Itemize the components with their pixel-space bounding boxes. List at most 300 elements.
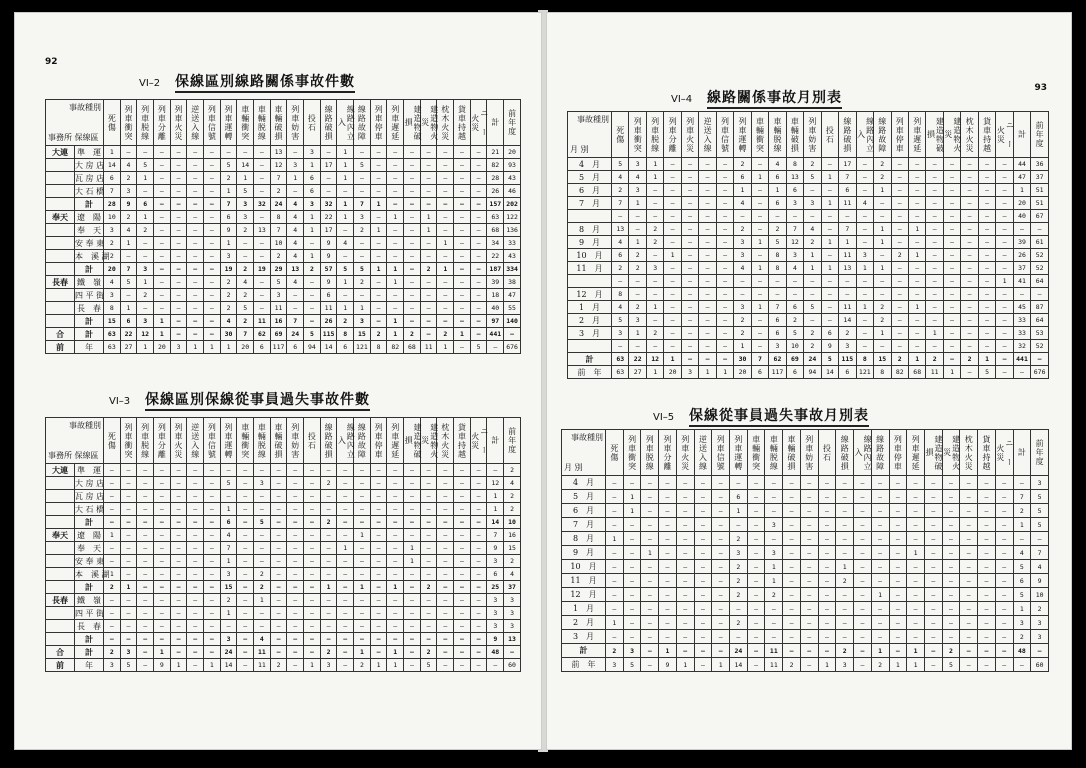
table-cell: —: [170, 276, 187, 289]
table-cell: 6: [220, 516, 237, 529]
table-cell: 5: [623, 658, 641, 672]
table-cell: 6: [320, 289, 337, 302]
table-cell: —: [120, 490, 137, 503]
table-cell: —: [943, 223, 960, 236]
column-header-label: 線路內立入: [854, 434, 873, 471]
table-cell: —: [420, 289, 437, 302]
table-cell: —: [641, 532, 659, 546]
table-cell: —: [420, 146, 437, 159]
table-row: [46, 237, 521, 250]
table-row: [46, 464, 521, 477]
table-code: VI–5: [653, 412, 675, 423]
table-row: [46, 568, 521, 581]
table-cell: 3: [804, 197, 821, 210]
table-cell: —: [304, 315, 321, 328]
table-cell: 11: [765, 658, 783, 672]
table-cell: —: [783, 560, 801, 574]
table-cell: —: [404, 263, 421, 276]
table-cell: —: [420, 594, 437, 607]
table-cell: —: [926, 314, 943, 327]
column-header-label: 列車信號: [720, 116, 730, 153]
table-cell: 3: [856, 249, 873, 262]
table-cell: 1: [623, 504, 641, 518]
table-cell: —: [836, 504, 854, 518]
table-cell: —: [978, 518, 996, 532]
table-cell: —: [370, 315, 387, 328]
table-cell: 6: [769, 327, 786, 340]
table-cell: 157: [487, 198, 504, 211]
table-cell: —: [454, 224, 471, 237]
table-cell: 1: [629, 236, 646, 249]
table-cell: —: [387, 250, 404, 263]
column-header: [437, 418, 454, 464]
table-cell: —: [404, 646, 421, 659]
table-cell: —: [891, 288, 908, 301]
table-cell: —: [254, 464, 271, 477]
table-cell: —: [237, 633, 254, 646]
table-cell: 5: [612, 314, 629, 327]
table-cell: —: [287, 516, 304, 529]
table-cell: 3: [170, 341, 187, 354]
table-cell: —: [800, 644, 818, 658]
row-label: 瓦 房 店: [75, 173, 105, 183]
table-cell: —: [765, 532, 783, 546]
table-cell: —: [646, 275, 663, 288]
table-cell: —: [942, 518, 960, 532]
table-corner-header: [562, 430, 606, 476]
table-cell: —: [629, 288, 646, 301]
table-cell: —: [699, 288, 716, 301]
table-cell: —: [889, 476, 907, 490]
table-cell: —: [254, 289, 271, 302]
table-cell: 19: [254, 263, 271, 276]
column-header-label: 枕木火災: [964, 434, 974, 471]
table-cell: —: [237, 477, 254, 490]
table-cell: —: [854, 588, 872, 602]
table-row: [562, 616, 1049, 630]
table-cell: —: [924, 602, 942, 616]
table-cell: —: [187, 211, 204, 224]
table-vi-4: [567, 111, 1049, 379]
table-cell: 1: [304, 224, 321, 237]
table-cell: 2: [734, 314, 751, 327]
table-cell: —: [856, 158, 873, 171]
table-cell: —: [800, 504, 818, 518]
table-cell: 2: [769, 223, 786, 236]
table-cell: 1: [659, 644, 677, 658]
table-cell: —: [270, 620, 287, 633]
table-cell: —: [751, 223, 768, 236]
row-label: 準 運: [75, 146, 104, 159]
table-cell: 1: [120, 581, 137, 594]
table-cell: —: [839, 275, 856, 288]
section-label: [46, 607, 75, 620]
table-cell: —: [800, 546, 818, 560]
column-header-label: 線路破損: [324, 422, 334, 459]
table-cell: 33: [1013, 314, 1030, 327]
table-cell: —: [995, 616, 1013, 630]
table-cell: 3: [734, 249, 751, 262]
table-cell: —: [370, 172, 387, 185]
table-cell: —: [337, 659, 354, 672]
table-cell: —: [270, 529, 287, 542]
table-cell: —: [304, 646, 321, 659]
table-cell: —: [237, 503, 254, 516]
table-cell: —: [751, 340, 768, 353]
table-cell: 2: [270, 185, 287, 198]
table-cell: —: [387, 146, 404, 159]
table-cell: —: [287, 646, 304, 659]
table-cell: —: [387, 159, 404, 172]
table-title-vi-3: [109, 389, 370, 409]
table-cell: —: [924, 658, 942, 672]
table-row: [46, 315, 521, 328]
table-cell: —: [996, 301, 1013, 314]
table-cell: —: [961, 184, 978, 197]
table-cell: —: [420, 633, 437, 646]
table-cell: —: [889, 518, 907, 532]
row-label: 計: [75, 315, 104, 328]
table-cell: 2: [504, 503, 521, 516]
table-cell: —: [978, 602, 996, 616]
table-cell: —: [137, 503, 154, 516]
table-cell: —: [270, 542, 287, 555]
table-cell: 1: [137, 276, 154, 289]
table-cell: —: [437, 464, 454, 477]
table-cell: 29: [270, 263, 287, 276]
table-cell: —: [995, 476, 1013, 490]
column-header: [204, 100, 221, 146]
table-cell: —: [470, 516, 487, 529]
table-cell: 2: [804, 236, 821, 249]
table-cell: —: [943, 314, 960, 327]
table-cell: 3: [629, 158, 646, 171]
table-cell: 46: [504, 185, 521, 198]
table-cell: —: [629, 275, 646, 288]
table-cell: —: [154, 594, 171, 607]
table-row: [46, 581, 521, 594]
table-cell: —: [204, 263, 221, 276]
column-header-label: 列車脱線: [140, 104, 150, 141]
table-cell: 1: [120, 302, 137, 315]
table-cell: —: [120, 516, 137, 529]
table-cell: —: [891, 236, 908, 249]
table-cell: —: [454, 594, 471, 607]
table-cell: —: [854, 616, 872, 630]
table-cell: —: [716, 210, 733, 223]
table-cell: —: [623, 630, 641, 644]
table-cell: 4: [804, 223, 821, 236]
table-cell: 5: [1013, 560, 1031, 574]
table-cell: —: [187, 315, 204, 328]
table-cell: 4: [287, 276, 304, 289]
table-cell: 12: [487, 477, 504, 490]
table-cell: 20: [1013, 197, 1030, 210]
table-cell: 1: [320, 581, 337, 594]
section-label: [46, 581, 75, 594]
table-cell: —: [783, 630, 801, 644]
table-cell: —: [712, 644, 730, 658]
table-row: [562, 630, 1049, 644]
table-cell: —: [891, 262, 908, 275]
table-cell: —: [889, 504, 907, 518]
table-cell: —: [978, 504, 996, 518]
table-cell: —: [487, 659, 504, 672]
table-cell: —: [270, 633, 287, 646]
table-cell: —: [681, 236, 698, 249]
table-cell: —: [187, 503, 204, 516]
table-cell: 2: [104, 646, 121, 659]
table-cell: —: [304, 542, 321, 555]
table-cell: 12: [270, 159, 287, 172]
table-cell: 2: [730, 560, 748, 574]
table-cell: —: [354, 542, 371, 555]
table-cell: 5: [1031, 504, 1049, 518]
table-cell: —: [370, 594, 387, 607]
table-cell: 2: [891, 353, 908, 366]
table-cell: 3: [734, 236, 751, 249]
table-cell: 67: [1031, 210, 1049, 223]
table-cell: 13: [287, 263, 304, 276]
table-cell: 24: [220, 646, 237, 659]
table-cell: 3: [646, 262, 663, 275]
row-label: 大 石 橋: [75, 504, 105, 514]
table-cell: —: [270, 646, 287, 659]
table-cell: —: [337, 516, 354, 529]
column-header: [889, 430, 907, 476]
table-cell: 14: [487, 516, 504, 529]
table-cell: —: [751, 275, 768, 288]
table-cell: —: [120, 633, 137, 646]
table-cell: 64: [1031, 275, 1049, 288]
table-cell: —: [1031, 353, 1049, 366]
column-header: [854, 430, 872, 476]
table-cell: —: [659, 546, 677, 560]
table-cell: —: [454, 172, 471, 185]
table-cell: —: [287, 302, 304, 315]
table-cell: 36: [1031, 158, 1049, 171]
row-label: 本 溪 湖: [75, 569, 110, 579]
table-cell: —: [786, 288, 803, 301]
table-cell: 1: [1013, 518, 1031, 532]
table-cell: 11: [420, 341, 437, 354]
table-cell: 2: [420, 581, 437, 594]
column-header-label: 建造物火災: [943, 116, 962, 153]
table-cell: —: [694, 532, 712, 546]
table-cell: —: [420, 328, 437, 341]
table-cell: 7: [612, 197, 629, 210]
column-header-label: 車輛脱線: [257, 422, 267, 459]
table-cell: —: [961, 366, 978, 379]
table-cell: 4: [1031, 560, 1049, 574]
table-cell: —: [404, 315, 421, 328]
table-cell: —: [961, 158, 978, 171]
table-row: [568, 210, 1049, 223]
table-cell: —: [943, 340, 960, 353]
table-cell: —: [170, 159, 187, 172]
table-cell: —: [908, 340, 925, 353]
column-header-label: 列車運轉: [224, 422, 234, 459]
table-cell: —: [664, 275, 681, 288]
table-cell: —: [926, 249, 943, 262]
table-cell: 1: [908, 353, 925, 366]
table-title-text: 保線從事員過失事故月別表: [689, 408, 869, 427]
table-cell: —: [187, 250, 204, 263]
table-cell: —: [907, 602, 925, 616]
table-cell: —: [337, 633, 354, 646]
table-row: [46, 646, 521, 659]
table-cell: 22: [120, 328, 137, 341]
table-cell: —: [154, 477, 171, 490]
section-label: [46, 224, 75, 237]
table-cell: 11: [254, 646, 271, 659]
table-cell: —: [170, 328, 187, 341]
table-cell: —: [712, 490, 730, 504]
column-header: [800, 430, 818, 476]
row-label: 大 石 橋: [75, 186, 105, 196]
table-cell: —: [237, 490, 254, 503]
section-label: [46, 503, 75, 516]
row-label: 4 月: [562, 476, 606, 490]
table-cell: —: [908, 262, 925, 275]
table-cell: —: [387, 172, 404, 185]
table-row: [562, 588, 1049, 602]
column-header: [270, 100, 287, 146]
table-cell: 4: [769, 158, 786, 171]
column-header-label: 車輛衝突: [240, 104, 250, 141]
table-row: [562, 574, 1049, 588]
table-cell: 15: [354, 328, 371, 341]
table-cell: 1: [387, 263, 404, 276]
table-cell: —: [470, 237, 487, 250]
table-cell: 1: [220, 555, 237, 568]
table-cell: —: [712, 602, 730, 616]
column-header-label: 計: [1017, 448, 1027, 457]
column-header-label: 列車衝突: [627, 434, 637, 471]
row-label: 1 月: [562, 602, 606, 616]
table-cell: —: [694, 644, 712, 658]
table-cell: —: [437, 315, 454, 328]
column-header-label: 死傷: [107, 431, 117, 450]
table-cell: 7: [220, 542, 237, 555]
table-cell: —: [712, 532, 730, 546]
table-cell: —: [836, 476, 854, 490]
table-cell: —: [170, 542, 187, 555]
table-cell: —: [404, 503, 421, 516]
table-cell: —: [454, 211, 471, 224]
table-cell: 30: [734, 353, 751, 366]
table-cell: —: [783, 518, 801, 532]
column-header: [629, 112, 646, 158]
table-cell: —: [337, 607, 354, 620]
table-cell: —: [104, 555, 121, 568]
table-cell: 1: [818, 658, 836, 672]
table-cell: —: [943, 210, 960, 223]
table-cell: —: [320, 620, 337, 633]
table-cell: 4: [287, 198, 304, 211]
table-cell: 6: [487, 568, 504, 581]
section-label: 前: [46, 341, 75, 354]
row-label: 11 月: [562, 574, 606, 588]
table-cell: —: [623, 518, 641, 532]
table-cell: 10: [1031, 588, 1049, 602]
table-cell: —: [370, 516, 387, 529]
column-header-label: 線路破損: [324, 104, 334, 141]
table-row: [46, 620, 521, 633]
table-cell: 2: [104, 250, 121, 263]
table-cell: 10: [104, 211, 121, 224]
table-cell: —: [104, 633, 121, 646]
column-header: [730, 430, 748, 476]
column-header: [370, 418, 387, 464]
table-cell: 4: [254, 633, 271, 646]
table-cell: 52: [1031, 340, 1049, 353]
table-cell: —: [204, 620, 221, 633]
table-cell: 1: [606, 532, 624, 546]
table-cell: —: [996, 262, 1013, 275]
table-cell: 94: [304, 341, 321, 354]
table-cell: 1: [370, 659, 387, 672]
row-label: 3 月: [562, 630, 606, 644]
table-cell: 32: [1013, 340, 1030, 353]
table-cell: 1: [304, 250, 321, 263]
table-cell: —: [818, 490, 836, 504]
table-cell: —: [699, 184, 716, 197]
table-cell: —: [187, 568, 204, 581]
table-row: [46, 490, 521, 503]
table-cell: —: [995, 490, 1013, 504]
table-cell: —: [924, 546, 942, 560]
table-cell: —: [664, 262, 681, 275]
table-cell: —: [716, 262, 733, 275]
table-cell: —: [659, 616, 677, 630]
column-header-label: 建造物火災: [420, 422, 439, 459]
table-cell: —: [839, 288, 856, 301]
column-header-label: 列車脱線: [140, 422, 150, 459]
table-cell: —: [783, 602, 801, 616]
table-cell: —: [978, 314, 995, 327]
table-cell: —: [606, 602, 624, 616]
table-cell: —: [871, 504, 889, 518]
table-cell: 68: [908, 366, 925, 379]
table-row: [568, 288, 1049, 301]
table-cell: —: [170, 224, 187, 237]
table-cell: —: [170, 250, 187, 263]
table-cell: 1: [821, 236, 838, 249]
column-header: [120, 418, 137, 464]
table-cell: —: [676, 630, 694, 644]
table-cell: —: [370, 477, 387, 490]
table-cell: —: [960, 574, 978, 588]
table-cell: 28: [104, 198, 121, 211]
table-cell: —: [606, 504, 624, 518]
table-cell: 3: [504, 620, 521, 633]
table-cell: —: [470, 250, 487, 263]
table-cell: —: [420, 490, 437, 503]
table-cell: —: [783, 644, 801, 658]
table-cell: 52: [1031, 262, 1049, 275]
table-cell: 11: [839, 301, 856, 314]
table-cell: —: [220, 490, 237, 503]
table-cell: —: [304, 289, 321, 302]
table-cell: —: [926, 262, 943, 275]
table-cell: 6: [839, 366, 856, 379]
table-cell: —: [926, 223, 943, 236]
table-cell: —: [137, 568, 154, 581]
table-cell: —: [641, 490, 659, 504]
table-cell: 9: [821, 340, 838, 353]
table-cell: —: [891, 158, 908, 171]
